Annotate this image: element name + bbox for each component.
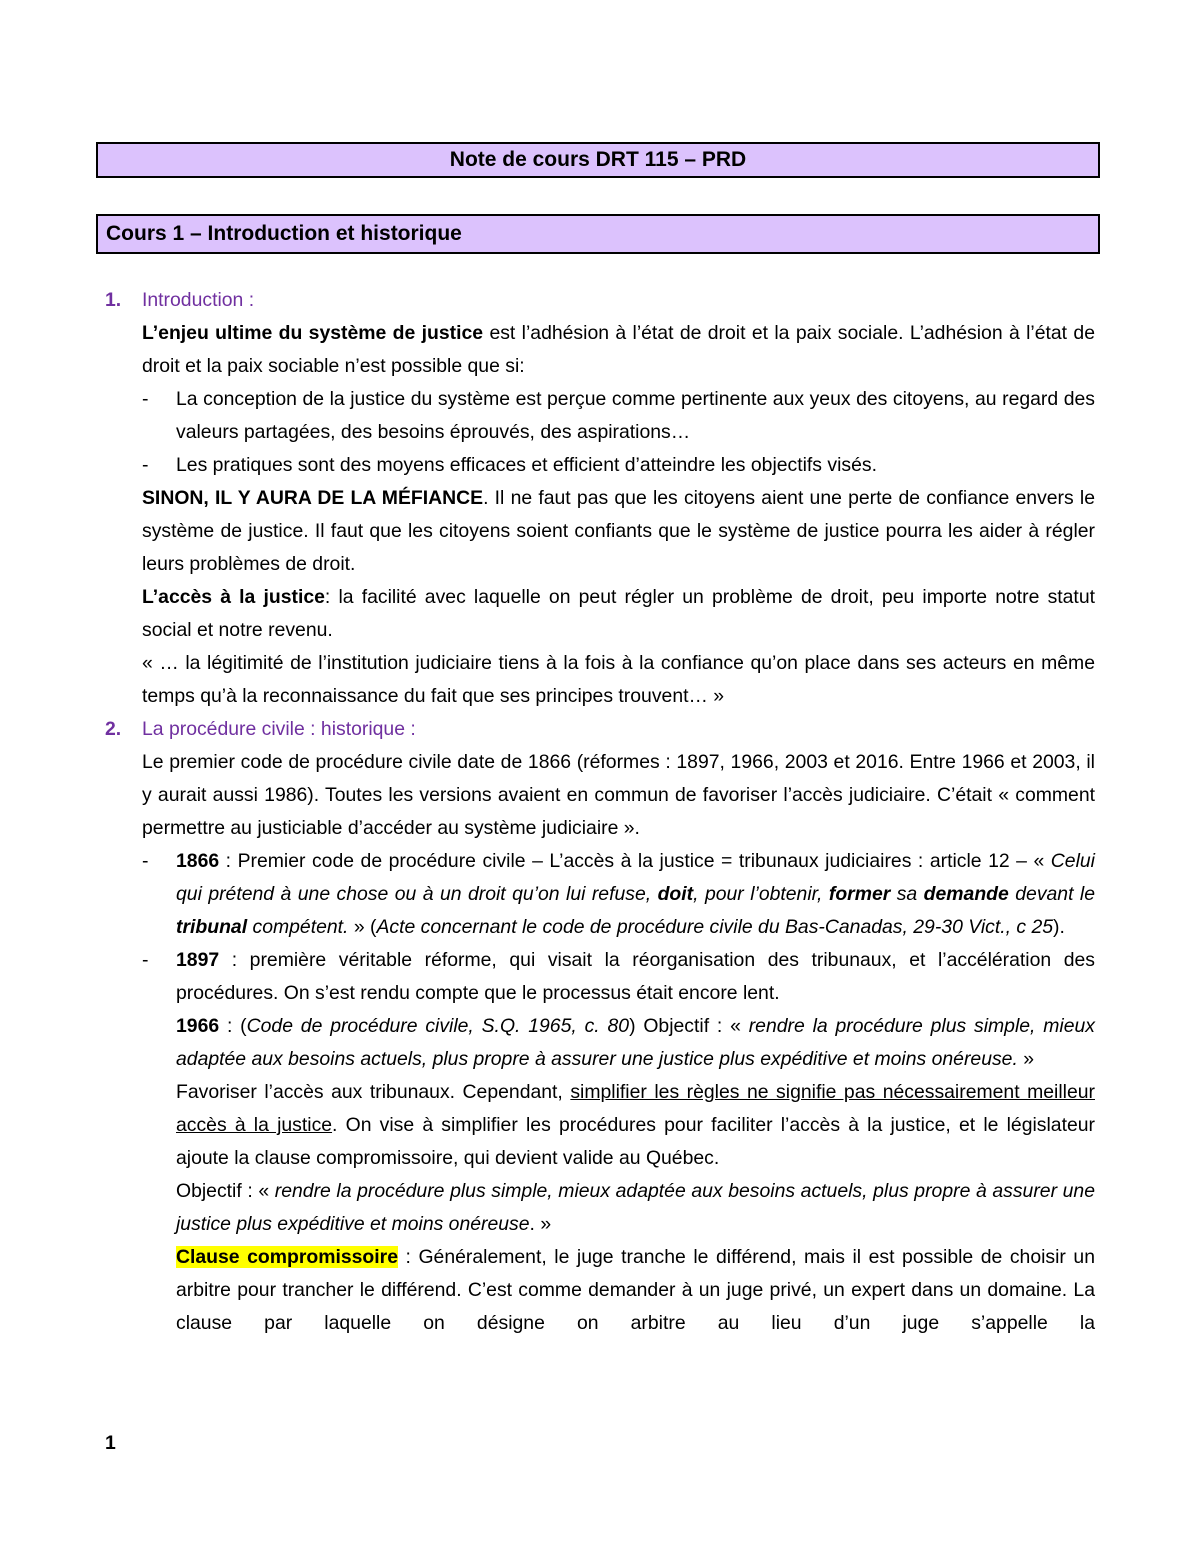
bullet-dash: -	[142, 949, 149, 971]
objectif-end: . »	[529, 1213, 552, 1235]
year-1897: 1897	[176, 949, 220, 971]
section-1-bullet-text: Les pratiques sont des moyens efficaces et efficient d’atteindre les objectifs visés.	[176, 454, 877, 476]
paragraph-1966-text: »	[1017, 1048, 1035, 1070]
paragraph-1966-text: : (	[219, 1015, 247, 1037]
bullet-1866	[105, 845, 1095, 944]
favoriser-underlined: simplifier les règles ne signifie pas nécessairement meilleur accès à la justice	[176, 1081, 1095, 1136]
quote-part: Celui qui prétend à une chose ou à un droit qu’on lui refuse,	[176, 850, 1095, 905]
section-2-heading-text: La procédure civile : historique :	[142, 718, 416, 740]
quote-text: « … la légitimité de l’institution judiciaire tiens à la fois à la confiance qu’on place dans ses acteurs en même temps qu’à la reconnaissance du fait que ses principes trouvent… »	[142, 652, 1095, 707]
acces-bold: L’accès à la justice	[142, 586, 325, 608]
objective-quote: rendre la procédure plus simple, mieux adaptée aux besoins actuels, plus propre à assurer une justice plus expéditive et moins onéreuse.	[176, 1015, 1095, 1070]
section-1-acces-paragraph	[105, 581, 1095, 647]
favoriser-text: Favoriser l’accès aux tribunaux. Cependant,	[176, 1081, 571, 1103]
page-number: 1	[105, 1432, 116, 1454]
quote-emphasis: doit	[657, 883, 694, 905]
document-title	[96, 142, 1100, 178]
bullet-dash: -	[142, 388, 149, 410]
section-2-number: 2.	[105, 718, 122, 740]
quote-part: compétent.	[247, 916, 349, 938]
quote-emphasis: former	[828, 883, 891, 905]
section-2-intro-text: Le premier code de procédure civile date de 1866 (réformes : 1897, 1966, 2003 et 2016. Entre 1966 et 2003, il y aurait aussi 1986). Toutes les versions avaient en commun de favoriser l’accès judiciaire. C’était « comment permettre au justiciable d’accéder au système judiciaire ».	[142, 751, 1095, 839]
acces-rest: : la facilité avec laquelle on peut régler un problème de droit, peu importe notre statut social et notre revenu.	[142, 586, 1095, 641]
bullet-dash: -	[142, 850, 149, 872]
objectif-label: Objectif : «	[176, 1180, 275, 1202]
bullet-dash: -	[142, 454, 149, 476]
section-1-heading-text: Introduction :	[142, 289, 255, 311]
objectif-paragraph	[105, 1175, 1095, 1241]
section-1-bullet-text: La conception de la justice du système est perçue comme pertinente aux yeux des citoyens, au regard des valeurs partagées, des besoins éprouvés, des aspirations…	[176, 388, 1095, 443]
bullet-1866-text: ).	[1053, 916, 1065, 938]
objectif-quote: rendre la procédure plus simple, mieux adaptée aux besoins actuels, plus propre à assurer une justice plus expéditive et moins onéreuse	[176, 1180, 1095, 1235]
section-1-quote	[105, 647, 1095, 713]
course-title	[96, 214, 1100, 254]
document-body	[105, 284, 1095, 1340]
section-1-intro-rest: est l’adhésion à l’état de droit et la paix sociale. L’adhésion à l’état de droit et la paix sociable n’est possible que si:	[142, 322, 1095, 377]
paragraph-1966	[105, 1010, 1095, 1076]
quote-emphasis: tribunal	[176, 916, 248, 938]
quote-emphasis: demande	[923, 883, 1009, 905]
clause-paragraph	[105, 1241, 1095, 1340]
section-1-bullet	[105, 449, 1095, 482]
section-1-heading	[105, 284, 1095, 317]
quote-part: devant le	[1008, 883, 1096, 905]
document-title-text: Note de cours DRT 115 – PRD	[449, 148, 747, 171]
section-1-intro-bold: L’enjeu ultime du système de justice	[142, 322, 484, 344]
section-1-bullet	[105, 383, 1095, 449]
sinon-rest: . Il ne faut pas que les citoyens aient une perte de confiance envers le système de justice. Il faut que les citoyens soient confiants que le système de justice pourra les aider à régler leurs problèmes de droit.	[142, 487, 1096, 575]
section-2-heading	[105, 713, 1095, 746]
section-1-intro	[105, 317, 1095, 383]
favoriser-text: . On vise à simplifier les procédures pour faciliter l’accès à la justice, et le législateur ajoute la clause compromissoire, qui devient valide au Québec.	[176, 1114, 1095, 1169]
statute-reference: Code de procédure civile, S.Q. 1965, c. 80	[246, 1015, 630, 1037]
quote-part: , pour l’obtenir,	[693, 883, 829, 905]
bullet-1866-text: : Premier code de procédure civile – L’accès à la justice = tribunaux judiciaires : article 12 – «	[219, 850, 1051, 872]
bullet-1866-text: » (	[348, 916, 377, 938]
year-1966: 1966	[176, 1015, 220, 1037]
clause-text: : Généralement, le juge tranche le différend, mais il est possible de choisir un arbitre pour trancher le différend. C’est comme demander à un juge privé, un expert dans un domaine. La clause par laquelle on désigne on arbitre au lieu d’un juge s’appelle la	[176, 1246, 1096, 1334]
paragraph-1966-text: ) Objectif : «	[629, 1015, 749, 1037]
clause-compromissoire-term: Clause compromissoire	[176, 1246, 398, 1268]
bullet-1897-text: : première véritable réforme, qui visait la réorganisation des tribunaux, et l’accélération des procédures. On s’est rendu compte que le processus était encore lent.	[176, 949, 1095, 1004]
year-1866: 1866	[176, 850, 220, 872]
bullet-1897	[105, 944, 1095, 1010]
quote-part: sa	[890, 883, 924, 905]
section-1-number: 1.	[105, 289, 122, 311]
statute-reference: Acte concernant le code de procédure civile du Bas-Canadas, 29-30 Vict., c 25	[376, 916, 1054, 938]
section-2-intro	[105, 746, 1095, 845]
favoriser-paragraph	[105, 1076, 1095, 1175]
course-title-text: Cours 1 – Introduction et historique	[106, 222, 462, 245]
sinon-bold: SINON, IL Y AURA DE LA MÉFIANCE	[142, 487, 484, 509]
section-1-sinon-paragraph	[105, 482, 1095, 581]
